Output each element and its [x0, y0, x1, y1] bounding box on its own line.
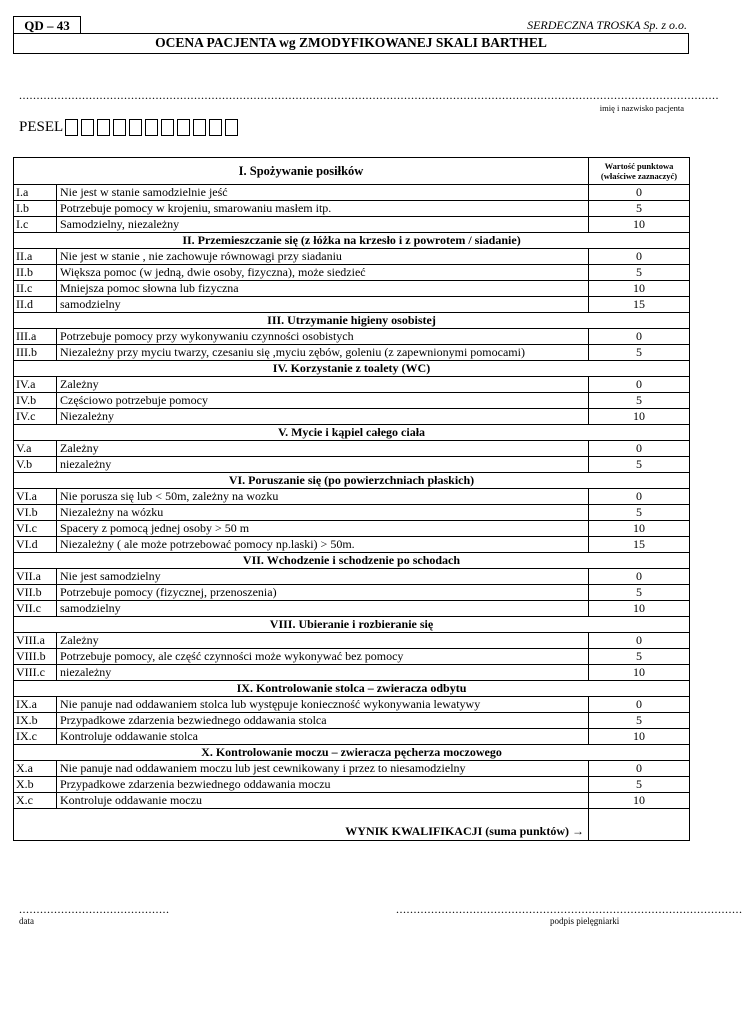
item-description: Nie panuje nad oddawaniem stolca lub występuje konieczność wykonywania lewatywy — [57, 697, 589, 713]
item-points[interactable]: 0 — [589, 697, 690, 713]
section-title: III. Utrzymanie higieny osobistej — [14, 313, 690, 329]
pesel-digit-box[interactable] — [177, 119, 190, 136]
item-points[interactable]: 10 — [589, 217, 690, 233]
value-header-line: (właściwe zaznaczyć) — [600, 171, 678, 181]
item-code: II.c — [14, 281, 57, 297]
item-code: IV.c — [14, 409, 57, 425]
table-row — [14, 665, 690, 681]
table-row — [14, 633, 690, 649]
item-code: II.d — [14, 297, 57, 313]
section-title: IX. Kontrolowanie stolca – zwieracza odbytu — [14, 681, 690, 697]
item-points[interactable]: 10 — [589, 729, 690, 745]
pesel-digit-box[interactable] — [161, 119, 174, 136]
item-code: IX.b — [14, 713, 57, 729]
item-description: Potrzebuje pomocy, ale część czynności może wykonywać bez pomocy — [57, 649, 589, 665]
section-header-row — [14, 361, 690, 377]
pesel-row — [19, 116, 241, 136]
table-row — [14, 185, 690, 201]
table-row — [14, 697, 690, 713]
pesel-digit-box[interactable] — [193, 119, 206, 136]
item-points[interactable]: 5 — [589, 265, 690, 281]
item-description: Przypadkowe zdarzenia bezwiednego oddawania stolca — [57, 713, 589, 729]
item-description: Częściowo potrzebuje pomocy — [57, 393, 589, 409]
item-description: samodzielny — [57, 601, 589, 617]
item-code: V.b — [14, 457, 57, 473]
table-row — [14, 377, 690, 393]
section-header-row — [14, 617, 690, 633]
item-points[interactable]: 10 — [589, 601, 690, 617]
table-row — [14, 281, 690, 297]
item-points[interactable]: 10 — [589, 793, 690, 809]
pesel-digit-box[interactable] — [145, 119, 158, 136]
item-code: I.b — [14, 201, 57, 217]
document-code: QD – 43 — [13, 16, 81, 34]
table-row — [14, 393, 690, 409]
item-description: Potrzebuje pomocy (fizycznej, przenoszenia) — [57, 585, 589, 601]
patient-name-field[interactable]: ........................................................................................................................................................................................................ — [19, 88, 719, 102]
table-row — [14, 457, 690, 473]
section-title: IV. Korzystanie z toalety (WC) — [14, 361, 690, 377]
item-description: Spacery z pomocą jednej osoby > 50 m — [57, 521, 589, 537]
item-code: III.a — [14, 329, 57, 345]
item-points[interactable]: 5 — [589, 201, 690, 217]
pesel-boxes — [65, 119, 241, 136]
item-points[interactable]: 5 — [589, 393, 690, 409]
section-header-row — [14, 681, 690, 697]
item-description: Przypadkowe zdarzenia bezwiednego oddawania moczu — [57, 777, 589, 793]
item-description: Kontroluje oddawanie stolca — [57, 729, 589, 745]
pesel-digit-box[interactable] — [129, 119, 142, 136]
item-description: Zależny — [57, 441, 589, 457]
item-points[interactable]: 5 — [589, 649, 690, 665]
item-code: II.b — [14, 265, 57, 281]
item-points[interactable]: 5 — [589, 585, 690, 601]
nurse-signature-field[interactable]: ................................................................................................... — [396, 902, 743, 916]
item-points[interactable]: 15 — [589, 537, 690, 553]
table-row — [14, 217, 690, 233]
item-description: Nie porusza się lub < 50m, zależny na wozku — [57, 489, 589, 505]
date-label: data — [19, 916, 34, 926]
table-row — [14, 345, 690, 361]
table-row — [14, 201, 690, 217]
total-score-cell[interactable] — [589, 809, 690, 841]
item-code: I.c — [14, 217, 57, 233]
section-header-row — [14, 553, 690, 569]
table-row — [14, 505, 690, 521]
nurse-signature-label: podpis pielęgniarki — [550, 916, 620, 926]
item-points[interactable]: 15 — [589, 297, 690, 313]
item-points[interactable]: 10 — [589, 409, 690, 425]
item-description: Zależny — [57, 377, 589, 393]
item-code: VI.b — [14, 505, 57, 521]
document-title: OCENA PACJENTA wg ZMODYFIKOWANEJ SKALI BARTHEL — [155, 35, 547, 50]
item-description: Nie jest samodzielny — [57, 569, 589, 585]
item-code: IV.a — [14, 377, 57, 393]
item-code: VII.c — [14, 601, 57, 617]
item-description: Nie panuje nad oddawaniem moczu lub jest cewnikowany i przez to niesamodzielny — [57, 761, 589, 777]
item-points[interactable]: 5 — [589, 777, 690, 793]
item-description: Nie jest w stanie samodzielnie jeść — [57, 185, 589, 201]
item-description: Niezależny na wózku — [57, 505, 589, 521]
item-description: Potrzebuje pomocy przy wykonywaniu czynności osobistych — [57, 329, 589, 345]
item-description: Nie jest w stanie , nie zachowuje równowagi przy siadaniu — [57, 249, 589, 265]
pesel-digit-box[interactable] — [113, 119, 126, 136]
item-code: IX.a — [14, 697, 57, 713]
company-name: SERDECZNA TROSKA Sp. z o.o. — [527, 18, 687, 32]
section-title: VII. Wchodzenie i schodzenie po schodach — [14, 553, 690, 569]
item-code: VIII.c — [14, 665, 57, 681]
item-points[interactable]: 0 — [589, 329, 690, 345]
item-code: II.a — [14, 249, 57, 265]
item-description: Kontroluje oddawanie moczu — [57, 793, 589, 809]
item-code: VIII.a — [14, 633, 57, 649]
item-description: Mniejsza pomoc słowna lub fizyczna — [57, 281, 589, 297]
item-points[interactable]: 10 — [589, 665, 690, 681]
section-header-row — [14, 233, 690, 249]
table-row — [14, 585, 690, 601]
item-description: niezależny — [57, 457, 589, 473]
item-points[interactable]: 10 — [589, 521, 690, 537]
table-row — [14, 729, 690, 745]
table-row — [14, 521, 690, 537]
pesel-digit-box[interactable] — [225, 119, 238, 136]
item-code: VI.c — [14, 521, 57, 537]
item-points[interactable]: 5 — [589, 713, 690, 729]
item-points[interactable]: 5 — [589, 345, 690, 361]
result-label: WYNIK KWALIFIKACJI (suma punktów) → — [14, 809, 589, 841]
item-code: V.a — [14, 441, 57, 457]
section-header-row — [14, 313, 690, 329]
patient-name-caption: imię i nazwisko pacjenta — [599, 103, 684, 113]
item-code: VI.a — [14, 489, 57, 505]
item-description: Niezależny — [57, 409, 589, 425]
table-row — [14, 761, 690, 777]
section-title: II. Przemieszczanie się (z łóżka na krzesło i z powrotem / siadanie) — [14, 233, 690, 249]
table-row — [14, 297, 690, 313]
table-row — [14, 537, 690, 553]
item-description: Potrzebuje pomocy w krojeniu, smarowaniu masłem itp. — [57, 201, 589, 217]
pesel-digit-box[interactable] — [81, 119, 94, 136]
item-code: VIII.b — [14, 649, 57, 665]
item-points[interactable]: 0 — [589, 489, 690, 505]
table-row — [14, 489, 690, 505]
pesel-label: PESEL — [19, 119, 64, 135]
item-code: VI.d — [14, 537, 57, 553]
table-row — [14, 265, 690, 281]
item-code: IV.b — [14, 393, 57, 409]
item-code: X.c — [14, 793, 57, 809]
table-row — [14, 713, 690, 729]
item-description: samodzielny — [57, 297, 589, 313]
section-header-row — [14, 425, 690, 441]
item-points[interactable]: 10 — [589, 281, 690, 297]
section-title: X. Kontrolowanie moczu – zwieracza pęcherza moczowego — [14, 745, 690, 761]
item-code: VII.b — [14, 585, 57, 601]
item-description: Większa pomoc (w jedną, dwie osoby, fizyczna), może siedzieć — [57, 265, 589, 281]
item-description: Niezależny przy myciu twarzy, czesaniu się ,myciu zębów, goleniu (z zapewnionymi pomocami) — [57, 345, 589, 361]
table-row — [14, 601, 690, 617]
table-row — [14, 409, 690, 425]
table-row — [14, 793, 690, 809]
item-points[interactable]: 5 — [589, 457, 690, 473]
section-header-row — [14, 473, 690, 489]
item-description: niezależny — [57, 665, 589, 681]
section-title: V. Mycie i kąpiel całego ciała — [14, 425, 690, 441]
pesel-digit-box[interactable] — [209, 119, 222, 136]
table-row — [14, 249, 690, 265]
item-points[interactable]: 0 — [589, 185, 690, 201]
section-title: VIII. Ubieranie i rozbieranie się — [14, 617, 690, 633]
section-header-row — [14, 745, 690, 761]
item-code: I.a — [14, 185, 57, 201]
barthel-scale-table — [13, 157, 690, 841]
table-row — [14, 777, 690, 793]
item-code: X.a — [14, 761, 57, 777]
section-title: VI. Poruszanie się (po powierzchniach płaskich) — [14, 473, 690, 489]
document-header — [13, 16, 689, 54]
item-code: X.b — [14, 777, 57, 793]
item-description: Niezależny ( ale może potrzebować pomocy np.laski) > 50m. — [57, 537, 589, 553]
section-title: I. Spożywanie posiłków — [14, 158, 589, 185]
item-points[interactable]: 0 — [589, 761, 690, 777]
item-description: Samodzielny, niezależny — [57, 217, 589, 233]
table-row — [14, 441, 690, 457]
value-header-line: Wartość punktowa — [604, 161, 674, 171]
item-points[interactable]: 5 — [589, 505, 690, 521]
result-row — [14, 809, 690, 841]
value-column-header — [589, 158, 690, 185]
item-points[interactable]: 0 — [589, 633, 690, 649]
table-row — [14, 329, 690, 345]
item-points[interactable]: 0 — [589, 377, 690, 393]
table-row — [14, 569, 690, 585]
item-code: III.b — [14, 345, 57, 361]
item-code: IX.c — [14, 729, 57, 745]
table-row — [14, 649, 690, 665]
item-code: VII.a — [14, 569, 57, 585]
item-points[interactable]: 0 — [589, 441, 690, 457]
section-header-row — [14, 158, 690, 185]
item-points[interactable]: 0 — [589, 249, 690, 265]
pesel-digit-box[interactable] — [65, 119, 78, 136]
item-description: Zależny — [57, 633, 589, 649]
date-field[interactable]: ........................................... — [19, 902, 170, 916]
pesel-digit-box[interactable] — [97, 119, 110, 136]
item-points[interactable]: 0 — [589, 569, 690, 585]
